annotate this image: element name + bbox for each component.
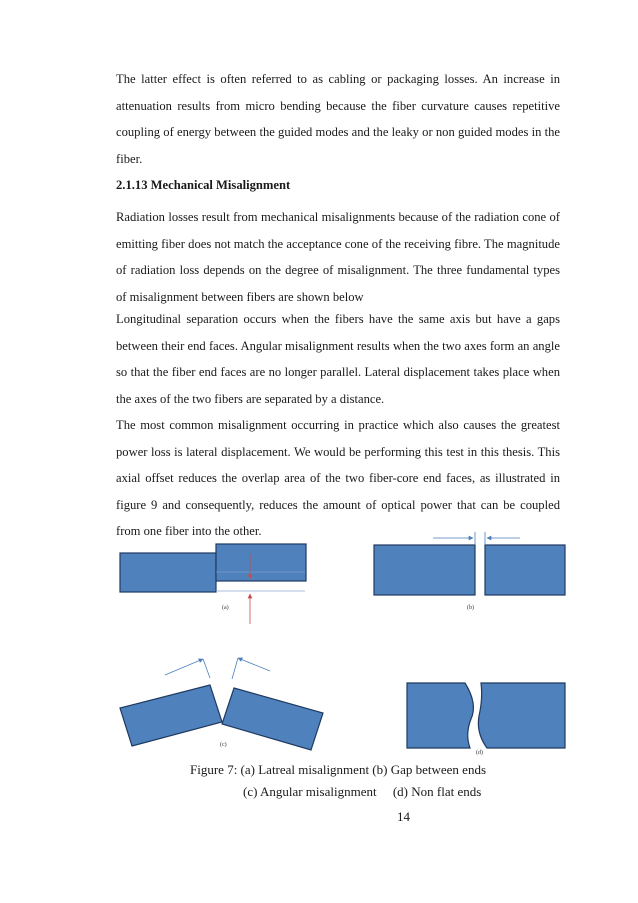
diagram-a [120, 544, 306, 624]
paragraph-lateral-displacement: The most common misalignment occurring in practice which also causes the greatest power loss is lateral displacement. We would be performing this test in this thesis. This axial offset reduces the overlap area of the two fiber-core end faces, as illustrated in figure 9 and consequently, reduces the amount of optical power that can be coupled from one fiber into the other. [116, 418, 560, 538]
label-a: (a) [222, 605, 229, 611]
diagram-c [120, 658, 323, 750]
figure-caption-line1: Figure 7: (a) Latreal misalignment (b) Gap between ends [190, 762, 487, 777]
angle-arrow-left [165, 659, 203, 675]
page-number: 14 [397, 809, 410, 824]
angle-marker-right [232, 658, 238, 679]
paragraph-radiation-losses: Radiation losses result from mechanical misalignments because of the radiation cone of emitting fiber does not match the acceptance cone of the receiving fibre. The magnitude of radiation loss depends on the degree of misalignment. The three fundamental types of misalignment between fibers are shown below [116, 210, 560, 304]
paragraph-misalignment-types: Longitudinal separation occurs when the fibers have the same axis but have a gaps between their end faces. Angular misalignment results when the two axes form an angle so that the fiber end faces are no longer parallel. Lateral displacement takes place when the axes of the two fibers are separated by a distance. [116, 312, 560, 406]
fiber-left-b [374, 545, 475, 595]
fiber-right-b [485, 545, 565, 595]
fiber-right-a [216, 544, 306, 581]
diagram-d [407, 683, 565, 756]
figure-caption-line2: (c) Angular misalignment (d) Non flat ends [243, 784, 482, 799]
angle-marker-left [203, 659, 210, 678]
diagram-b [374, 532, 565, 611]
section-heading: 2.1.13 Mechanical Misalignment [116, 178, 291, 192]
fiber-left-c [120, 685, 222, 746]
fiber-right-c [222, 688, 323, 750]
label-d: (d) [476, 750, 483, 756]
fiber-left-d [407, 683, 473, 748]
label-b: (b) [467, 605, 474, 611]
paragraph-cabling-losses: The latter effect is often referred to as cabling or packaging losses. An increase in attenuation results from micro bending because the fiber curvature causes repetitive coupling of energy between the guided modes and the leaky or non guided modes in the fiber. [116, 72, 560, 166]
fiber-right-d [478, 683, 565, 748]
misalignment-figure [110, 532, 580, 762]
angle-arrow-right [238, 658, 270, 671]
fiber-left-a [120, 553, 216, 592]
label-c: (c) [220, 742, 227, 748]
